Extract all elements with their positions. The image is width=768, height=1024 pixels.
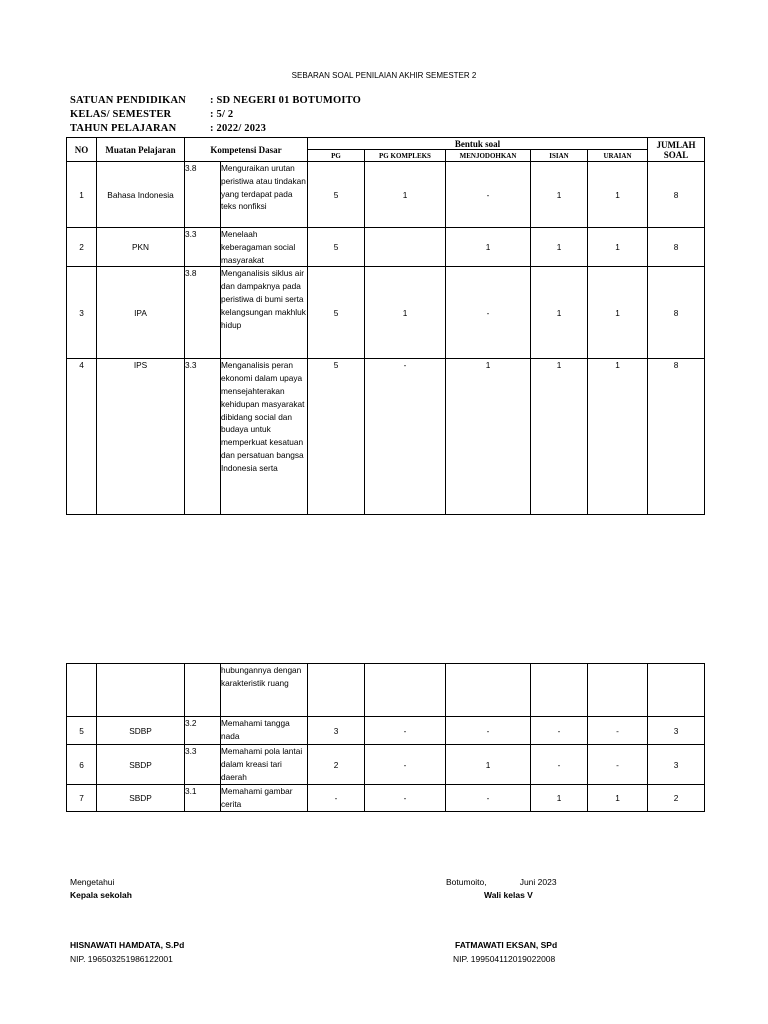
row-mapel: PKN xyxy=(97,228,185,267)
row-pg-kompleks xyxy=(365,228,446,267)
row-isian: - xyxy=(531,717,588,745)
info-kelas-semester xyxy=(70,109,234,120)
row-menjodohkan: - xyxy=(446,717,531,745)
row-pg: 5 xyxy=(308,228,365,267)
table-row xyxy=(67,228,705,267)
distribution-table-part1 xyxy=(66,137,705,515)
row-mapel: SDBP xyxy=(97,717,185,745)
row-jumlah: 8 xyxy=(648,359,705,515)
sig-left-nip: NIP. 196503251986122001 xyxy=(70,954,173,964)
row-isian: 1 xyxy=(531,785,588,812)
row-isian: 1 xyxy=(531,267,588,359)
row-pg: 5 xyxy=(308,359,365,515)
info-satuan-pendidikan xyxy=(70,95,362,106)
row-pg-kompleks: 1 xyxy=(365,162,446,228)
row-jumlah: 3 xyxy=(648,717,705,745)
row-pg: 3 xyxy=(308,717,365,745)
row-pg: 2 xyxy=(308,745,365,785)
row-kd-no: 3.3 xyxy=(185,359,221,515)
row-jumlah: 2 xyxy=(648,785,705,812)
row-kd-text: Memahami tangga nada xyxy=(221,717,308,745)
table-row-continuation xyxy=(67,664,705,717)
row-jumlah: 8 xyxy=(648,228,705,267)
info-value: : 5/ 2 xyxy=(210,109,234,120)
row-uraian: 1 xyxy=(588,162,648,228)
row-kd-no: 3.8 xyxy=(185,162,221,228)
row-mapel: SBDP xyxy=(97,745,185,785)
row-uraian: 1 xyxy=(588,785,648,812)
row-kd-text: Menelaah keberagaman social masyarakat xyxy=(221,228,308,267)
row-pg-kompleks: 1 xyxy=(365,267,446,359)
info-value: : SD NEGERI 01 BOTUMOITO xyxy=(210,95,362,106)
header-no: NO xyxy=(67,138,97,162)
table-row xyxy=(67,162,705,228)
row-mapel: IPA xyxy=(97,267,185,359)
row-mapel: IPS xyxy=(97,359,185,515)
row-pg-kompleks: - xyxy=(365,359,446,515)
row-kd-no: 3.3 xyxy=(185,745,221,785)
row-no: 7 xyxy=(67,785,97,812)
sig-left-name: HISNAWATI HAMDATA, S.Pd xyxy=(70,940,185,950)
row-no: 2 xyxy=(67,228,97,267)
row-no: 3 xyxy=(67,267,97,359)
sig-left-mengetahui: Mengetahui xyxy=(70,877,115,887)
row-uraian: 1 xyxy=(588,359,648,515)
row-uraian: - xyxy=(588,717,648,745)
row-menjodohkan: - xyxy=(446,162,531,228)
row-kd-text: Menganalisis peran ekonomi dalam upaya mensejahterakan kehidupan masyarakat dibidang social dan budaya untuk memperkuat kesatuan dan persatuan bangsa Indonesia serta xyxy=(221,359,308,515)
row-kd-no: 3.1 xyxy=(185,785,221,812)
sig-right-nip: NIP. 199504112019022008 xyxy=(453,954,556,964)
distribution-table-part2 xyxy=(66,663,705,812)
sig-right-place-date: Botumoito, Juni 2023 xyxy=(446,877,557,887)
row-kd-text: Memahami pola lantai dalam kreasi tari daerah xyxy=(221,745,308,785)
row-pg: 5 xyxy=(308,162,365,228)
row-kd-no: 3.8 xyxy=(185,267,221,359)
info-tahun-pelajaran xyxy=(70,123,267,134)
row-jumlah: 8 xyxy=(648,162,705,228)
row-kd-text: Menganalisis siklus air dan dampaknya pada peristiwa di bumi serta kelangsungan makhluk hidup xyxy=(221,267,308,359)
row-isian: - xyxy=(531,745,588,785)
sig-right-name: FATMAWATI EKSAN, SPd xyxy=(455,940,558,950)
header-menjodohkan: MENJODOHKAN xyxy=(446,150,531,162)
row-mapel: SBDP xyxy=(97,785,185,812)
row-mapel: Bahasa Indonesia xyxy=(97,162,185,228)
row-menjodohkan: 1 xyxy=(446,359,531,515)
info-label: SATUAN PENDIDIKAN xyxy=(70,95,187,106)
document-title: SEBARAN SOAL PENILAIAN AKHIR SEMESTER 2 xyxy=(291,71,477,80)
header-isian: ISIAN xyxy=(531,150,588,162)
table-row xyxy=(67,745,705,785)
row-jumlah: 8 xyxy=(648,267,705,359)
row-pg-kompleks: - xyxy=(365,785,446,812)
row-no: 5 xyxy=(67,717,97,745)
sig-right-role: Wali kelas V xyxy=(484,890,533,900)
sig-left-role: Kepala sekolah xyxy=(70,890,132,900)
table-row xyxy=(67,267,705,359)
table-row xyxy=(67,717,705,745)
row-no: 1 xyxy=(67,162,97,228)
row-kd-text: Menguraikan urutan peristiwa atau tindakan yang terdapat pada teks nonfiksi xyxy=(221,162,308,228)
row-isian: 1 xyxy=(531,162,588,228)
table-row xyxy=(67,359,705,515)
header-uraian: URAIAN xyxy=(588,150,648,162)
row-menjodohkan: 1 xyxy=(446,228,531,267)
row-kd-text-continuation: hubungannya dengan karakteristik ruang xyxy=(221,664,308,717)
row-pg: - xyxy=(308,785,365,812)
header-kompetensi-dasar: Kompetensi Dasar xyxy=(185,138,308,162)
row-kd-no: 3.2 xyxy=(185,717,221,745)
row-menjodohkan: 1 xyxy=(446,745,531,785)
row-no: 6 xyxy=(67,745,97,785)
row-pg-kompleks: - xyxy=(365,745,446,785)
row-pg: 5 xyxy=(308,267,365,359)
row-kd-no: 3.3 xyxy=(185,228,221,267)
row-menjodohkan: - xyxy=(446,785,531,812)
row-isian: 1 xyxy=(531,359,588,515)
header-jumlah-soal: JUMLAH SOAL xyxy=(648,138,705,162)
row-jumlah: 3 xyxy=(648,745,705,785)
row-isian: 1 xyxy=(531,228,588,267)
row-no: 4 xyxy=(67,359,97,515)
row-kd-text: Memahami gambar cerita xyxy=(221,785,308,812)
header-pg: PG xyxy=(308,150,365,162)
header-pg-kompleks: PG KOMPLEKS xyxy=(365,150,446,162)
header-bentuk-soal: Bentuk soal xyxy=(308,138,648,150)
info-label: TAHUN PELAJARAN xyxy=(70,123,177,134)
header-muatan-pelajaran: Muatan Pelajaran xyxy=(97,138,185,162)
row-uraian: 1 xyxy=(588,228,648,267)
row-uraian: - xyxy=(588,745,648,785)
row-pg-kompleks: - xyxy=(365,717,446,745)
row-menjodohkan: - xyxy=(446,267,531,359)
info-value: : 2022/ 2023 xyxy=(210,123,267,134)
row-uraian: 1 xyxy=(588,267,648,359)
table-row xyxy=(67,785,705,812)
info-label: KELAS/ SEMESTER xyxy=(70,109,172,120)
